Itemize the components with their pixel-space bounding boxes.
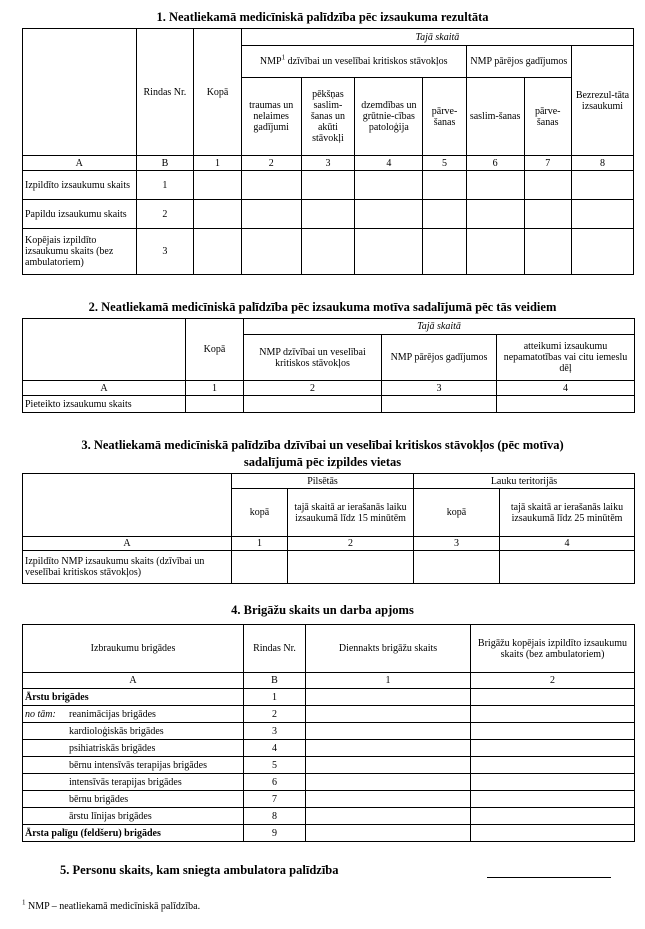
t4-row-label: ārstu līnijas brigādes [23, 808, 244, 825]
t1-col-header: saslim-šanas [466, 78, 524, 156]
t2-header-blank [23, 319, 186, 381]
t4-header-brigades: Izbraukumu brigādes [23, 625, 244, 673]
t4-row-nr: 6 [244, 774, 306, 791]
cell[interactable] [497, 396, 635, 413]
cell[interactable] [355, 229, 423, 275]
t1-col-header: pārve-šanas [423, 78, 466, 156]
footnote-text: NMP – neatliekamā medicīniskā palīdzība. [25, 901, 201, 912]
t4-row-nr: 1 [244, 689, 306, 706]
table-2 [22, 318, 635, 413]
table-3 [22, 473, 635, 584]
t2-col-header: NMP pārējos gadījumos [382, 335, 497, 381]
t1-code: 1 [194, 156, 241, 171]
cell[interactable] [306, 791, 471, 808]
cell[interactable] [288, 551, 414, 584]
cell[interactable] [241, 171, 301, 200]
t2-code: 4 [497, 381, 635, 396]
t1-code: 8 [571, 156, 633, 171]
t4-code: B [244, 673, 306, 689]
t3-col-header: kopā [232, 489, 288, 537]
t1-row-label: Kopējais izpildīto izsaukumu skaits (bez ambulatoriem) [23, 229, 137, 275]
cell[interactable] [241, 200, 301, 229]
table-row [23, 723, 635, 740]
cell[interactable] [306, 808, 471, 825]
cell[interactable] [301, 200, 355, 229]
cell[interactable] [471, 706, 635, 723]
cell[interactable] [500, 551, 635, 584]
cell[interactable] [571, 200, 633, 229]
t4-row-nr: 7 [244, 791, 306, 808]
t2-row-label: Pieteikto izsaukumu skaits [23, 396, 186, 413]
t1-code: 4 [355, 156, 423, 171]
table-1 [22, 28, 634, 275]
cell[interactable] [471, 825, 635, 842]
cell[interactable] [423, 171, 466, 200]
cell[interactable] [571, 229, 633, 275]
cell[interactable] [382, 396, 497, 413]
t1-header-taja: Tajā skaitā [241, 29, 633, 46]
t3-code: 2 [288, 537, 414, 551]
cell[interactable] [471, 757, 635, 774]
t3-header-pilsetas: Pilsētās [232, 474, 414, 489]
cell[interactable] [471, 723, 635, 740]
t2-code: 1 [186, 381, 244, 396]
cell[interactable] [524, 200, 571, 229]
t1-header-rindas: Rindas Nr. [136, 29, 194, 156]
t2-header-kopa: Kopā [186, 319, 244, 381]
t1-code: A [23, 156, 137, 171]
t1-header-bezrezultata: Bezrezul-tāta izsaukumi [571, 46, 633, 156]
table-row [23, 229, 634, 275]
cell[interactable] [306, 825, 471, 842]
table-row [23, 689, 635, 706]
t3-col-header: kopā [414, 489, 500, 537]
t4-row-label: psihiatriskās brigādes [23, 740, 244, 757]
section-2-title: 2. Neatliekamā medicīniskā palīdzība pēc izsaukuma motīva sadalījumā pēc tās veidiem [88, 300, 557, 314]
t4-row-nr: 3 [244, 723, 306, 740]
t1-code: B [136, 156, 194, 171]
t1-row-nr: 3 [136, 229, 194, 275]
t4-code: A [23, 673, 244, 689]
t1-code: 2 [241, 156, 301, 171]
t4-header-rindas: Rindas Nr. [244, 625, 306, 673]
t1-header-kopa: Kopā [194, 29, 241, 156]
cell[interactable] [186, 396, 244, 413]
t1-row-nr: 1 [136, 171, 194, 200]
t1-code: 7 [524, 156, 571, 171]
t4-row-label: Ārsta palīgu (feldšeru) brigādes [23, 825, 244, 842]
cell[interactable] [306, 774, 471, 791]
t1-row-label: Izpildīto izsaukumu skaits [23, 171, 137, 200]
table-row [23, 825, 635, 842]
section-3-title-line2: sadalījumā pēc izpildes vietas [243, 455, 402, 469]
t1-row-nr: 2 [136, 200, 194, 229]
t1-code: 5 [423, 156, 466, 171]
t2-code: A [23, 381, 186, 396]
cell[interactable] [471, 791, 635, 808]
section-5-answer-line[interactable] [487, 877, 611, 878]
section-4-title: 4. Brigāžu skaits un darba apjoms [231, 603, 414, 617]
t4-row-label: bērnu intensīvās terapijas brigādes [23, 757, 244, 774]
t4-header-diennakts: Diennakts brigāžu skaits [306, 625, 471, 673]
t3-header-blank [23, 474, 232, 537]
no-tam-label: no tām: [25, 708, 56, 720]
table-row [23, 396, 635, 413]
t1-col-header: traumas un nelaimes gadījumi [241, 78, 301, 156]
t4-row-label: kardioloģiskās brigādes [23, 723, 244, 740]
t4-row-nr: 4 [244, 740, 306, 757]
t2-code: 2 [244, 381, 382, 396]
section-3-title-line1: 3. Neatliekamā medicīniskā palīdzība dzīvībai un veselībai kritiskos stāvokļos (pēc motīva) [81, 438, 564, 452]
t3-code: 4 [500, 537, 635, 551]
table-row [23, 791, 635, 808]
t4-row-nr: 9 [244, 825, 306, 842]
t4-header-kopejais: Brigāžu kopējais izpildīto izsaukumu skaits (bez ambulatoriem) [471, 625, 635, 673]
t4-row-nr: 8 [244, 808, 306, 825]
cell[interactable] [194, 200, 241, 229]
t4-row-label: Ārstu brigādes [23, 689, 244, 706]
t1-header-nmp-other: NMP pārējos gadījumos [466, 46, 571, 78]
cell[interactable] [306, 723, 471, 740]
t1-header-blank [23, 29, 137, 156]
t4-row-label: no tām: reanimācijas brigādes [23, 706, 244, 723]
t3-code: 3 [414, 537, 500, 551]
cell[interactable] [301, 229, 355, 275]
cell[interactable] [232, 551, 288, 584]
cell[interactable] [466, 171, 524, 200]
cell[interactable] [471, 689, 635, 706]
t2-col-header: atteikumi izsaukumu nepamatotības vai citu iemeslu dēļ [497, 335, 635, 381]
cell[interactable] [244, 396, 382, 413]
t4-row-label: intensīvās terapijas brigādes [23, 774, 244, 791]
t4-code: 2 [471, 673, 635, 689]
t3-col-header: tajā skaitā ar ierašanās laiku izsaukumā līdz 25 minūtēm [500, 489, 635, 537]
footnote-number: 1 [22, 898, 26, 907]
cell[interactable] [355, 200, 423, 229]
t4-row-label: bērnu brigādes [23, 791, 244, 808]
cell[interactable] [471, 774, 635, 791]
t2-header-taja: Tajā skaitā [244, 319, 635, 335]
t1-code: 6 [466, 156, 524, 171]
cell[interactable] [524, 171, 571, 200]
table-4 [22, 624, 635, 842]
cell[interactable] [355, 171, 423, 200]
cell[interactable] [423, 229, 466, 275]
t4-row-nr: 5 [244, 757, 306, 774]
cell[interactable] [301, 171, 355, 200]
cell[interactable] [306, 757, 471, 774]
t1-row-label: Papildu izsaukumu skaits [23, 200, 137, 229]
cell[interactable] [194, 229, 241, 275]
section-5-title: 5. Personu skaits, kam sniegta ambulatora palīdzība [60, 863, 339, 877]
table-row [23, 171, 634, 200]
cell[interactable] [466, 200, 524, 229]
table-row [23, 808, 635, 825]
footnote [22, 898, 201, 912]
cell[interactable] [471, 740, 635, 757]
cell[interactable] [306, 706, 471, 723]
section-1-title: 1. Neatliekamā medicīniskā palīdzība pēc izsaukuma rezultāta [156, 10, 489, 24]
cell[interactable] [524, 229, 571, 275]
t4-row-nr: 2 [244, 706, 306, 723]
t3-col-header: tajā skaitā ar ierašanās laiku izsaukumā līdz 15 minūtēm [288, 489, 414, 537]
table-row [23, 551, 635, 584]
t3-header-lauku: Lauku teritorijās [414, 474, 635, 489]
t1-col-header: pēkšņas saslim-šanas un akūti stāvokļi [301, 78, 355, 156]
table-row [23, 706, 635, 723]
cell[interactable] [571, 171, 633, 200]
t1-col-header: dzemdības un grūtnie-cības patoloģija [355, 78, 423, 156]
cell[interactable] [194, 171, 241, 200]
cell[interactable] [466, 229, 524, 275]
cell[interactable] [241, 229, 301, 275]
table-row [23, 740, 635, 757]
t1-header-nmp-critical: NMP$^1$ dzīvībai un veselībai kritiskos stāvokļos [241, 46, 466, 78]
cell[interactable] [423, 200, 466, 229]
table-row [23, 200, 634, 229]
cell[interactable] [306, 740, 471, 757]
t3-code: 1 [232, 537, 288, 551]
cell[interactable] [414, 551, 500, 584]
table-row [23, 774, 635, 791]
t2-code: 3 [382, 381, 497, 396]
t2-col-header: NMP dzīvībai un veselībai kritiskos stāvokļos [244, 335, 382, 381]
cell[interactable] [471, 808, 635, 825]
t4-code: 1 [306, 673, 471, 689]
t1-col-header: pārve-šanas [524, 78, 571, 156]
cell[interactable] [306, 689, 471, 706]
table-row [23, 757, 635, 774]
t3-row-label: Izpildīto NMP izsaukumu skaits (dzīvībai un veselībai kritiskos stāvokļos) [23, 551, 232, 584]
t3-code: A [23, 537, 232, 551]
t1-code: 3 [301, 156, 355, 171]
